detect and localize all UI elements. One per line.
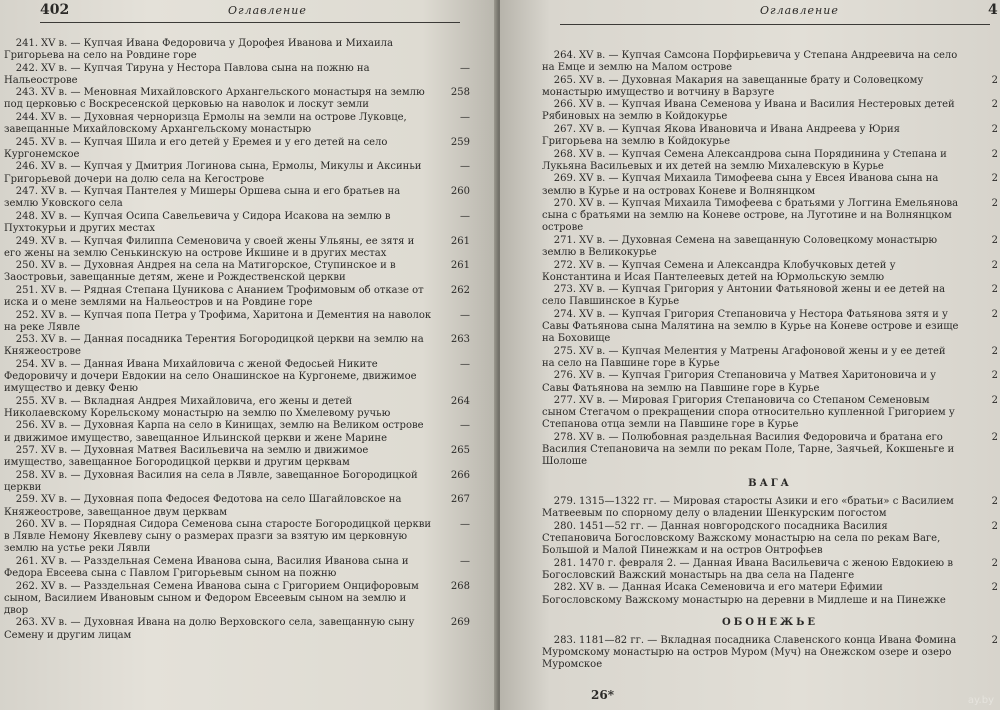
entry-number: 273. [553, 284, 576, 296]
entry-number: 250. [15, 260, 38, 272]
entry-title: XV в. — Купчая Шила и его детей у Еремея и у его детей на село Кургонемское [4, 136, 388, 160]
entry-page-number: 261 [450, 260, 470, 272]
toc-entry [4, 445, 470, 469]
entry-page-number: 2 [991, 345, 998, 357]
toc-entry [4, 420, 470, 444]
entry-title: XV в. — Духовная Андрея на села на Матигорское, Ступинское и в Заостровьи, завещанные детям, жене и Рождественской церкви [4, 260, 396, 284]
toc-entry [4, 581, 470, 617]
entry-page-number: — [460, 210, 470, 222]
entry-page-number: 2 [991, 520, 998, 532]
entry-page-number: 260 [450, 186, 470, 198]
entry-title: XV в. — Купчая Осипа Савельевича у Сидора Исакова на землю в Пухтокурьи и других местах [4, 210, 391, 234]
toc-entry [542, 558, 998, 582]
entry-title: XV в. — Купчая попа Петра у Трофима, Харитона и Дементия на наволок на реке Лявле [4, 309, 432, 333]
toc-entry [542, 496, 998, 520]
entry-page-number: 266 [450, 469, 470, 481]
entry-title: XV в. — Полюбовная раздельная Василия Федоровича и братана его Василия Степановича на земли по рекам Поле, Тарне, Заячьей, Кокшеньге и Шолоше [542, 431, 955, 468]
entry-page-number: 268 [450, 580, 470, 592]
toc-entry [4, 63, 470, 87]
entry-title: XV в. — Духовная черноризца Ермолы на земли на острове Луковце, завещанные Михайловскому Архангельскому монастырю [4, 112, 407, 136]
entry-page-number: 2 [991, 308, 998, 320]
section-heading-oboneje: ОБОНЕЖЬЕ [721, 616, 819, 628]
entry-number: 268. [553, 148, 576, 160]
entry-page-number: 2 [991, 148, 998, 160]
entry-title: XV в. — Рядная Степана Цуникова с Ананием Трофимовым об отказе от иска и о мене землями на Нальеостров и на Ровдине горе [4, 284, 424, 308]
entry-title: XV в. — Духовная Ивана на долю Верховского села, завещанную сыну Семену и другим лицам [4, 617, 415, 641]
toc-entry [4, 396, 470, 420]
entry-title: XV в. — Данная Исака Семеновича и его матери Ефимии Богословскому Важскому монастырю на деревни в Мидлеше и на Пинежке [542, 582, 946, 606]
entry-page-number: 2 [991, 173, 998, 185]
entry-page-number: 269 [450, 617, 470, 629]
toc-entry [4, 556, 470, 580]
entry-number: 241. [15, 38, 38, 49]
entry-page-number: 2 [991, 234, 998, 246]
entry-number: 244. [15, 112, 38, 124]
toc-entry [4, 310, 470, 334]
entry-number: 261. [15, 555, 38, 567]
entry-number: 254. [15, 358, 38, 370]
entry-title: XV в. — Купчая Григория у Антонии Фатьяновой жены и ее детей на село Павшинское в Курье [542, 284, 946, 308]
right-page [500, 0, 1000, 710]
entry-title: XV в. — Мировая Григория Степановича со Степаном Семеновым сыном Стегачом о прекращении спора относительно купленной Григорием у Степанова отца земли на Павшине горе в Курье [542, 395, 955, 431]
entry-number: 258. [15, 469, 38, 481]
entry-title: XV в. — Купчая Ивана Семенова у Ивана и Василия Нестеровых детей Рябиновых на землю в Койдокурье [542, 99, 955, 123]
toc-entry [4, 137, 470, 161]
toc-entry [4, 285, 470, 309]
entry-number: 279. [553, 496, 576, 508]
entry-title: XV в. — Купчая Михаила Тимофеева с братьями у Логгина Емельянова сына с братьями на землю на Коневе острове, на Луготине и на Волнянцком острове [542, 198, 959, 234]
toc-entry [4, 211, 470, 235]
entry-title: XV в. — Данная Ивана Михайловича с женой Федосьей Никите Федоровичу и дочери Евдокии на село Онашинское на Кургонеме, движимое имущество и девку Феню [4, 358, 417, 395]
entry-title: XV в. — Разздельная Семена Иванова сына с Григорием Онцифоровым сыном, Василием Ивановым сыном и Федором Евсеевым сыном на землю и двор [4, 580, 419, 616]
entry-page-number: 2 [991, 582, 998, 594]
section-heading-vaga: ВАГА [748, 478, 792, 490]
entry-title: XV в. — Духовная Матвея Васильевича на землю и движимое имущество, завещанное Богородицкой церкви и другим церквам [4, 445, 369, 469]
entry-number: 265. [553, 74, 576, 86]
entry-number: 260. [15, 519, 38, 531]
entry-number: 262. [15, 580, 38, 592]
entry-number: 278. [553, 431, 576, 443]
entry-number: 281. [553, 557, 576, 569]
entry-number: 256. [15, 420, 38, 432]
toc-entry [542, 370, 998, 394]
entry-number: 276. [553, 370, 576, 382]
entry-number: 255. [15, 395, 38, 407]
entry-page-number: 2 [991, 370, 998, 382]
entry-number: 251. [15, 284, 38, 296]
entry-title: XV в. — Купчая Якова Ивановича и Ивана Андреева у Юрия Григорьева на землю в Койдокурье [542, 124, 900, 148]
entry-page-number: — [460, 112, 470, 124]
toc-entry [542, 173, 998, 197]
toc-entry [542, 198, 998, 234]
entry-title: XV в. — Данная посадника Терентия Богородицкой церкви на землю на Княжеострове [4, 334, 424, 358]
entry-title: XV в. — Купчая Семена и Александра Клобучковых детей у Константина и Исая Пантелеевых детей на Юрмольскую землю [542, 259, 896, 283]
entry-title: XV в. — Меновная Михайловского Архангельского монастыря на землю под церковью с Воскресенской церковью на наволок и лоскут земли [4, 87, 425, 111]
toc-entry [542, 75, 998, 99]
entry-title: XV в. — Купчая Григория Степановича у Нестора Фатьянова зятя и у Савы Фатьянова сына Малятина на землю в Курье на Коневе острове и езище на Боховище [542, 308, 959, 345]
toc-entry [542, 635, 998, 671]
entry-page-number: 267 [450, 494, 470, 506]
right-entry-list [542, 50, 998, 672]
left-page [0, 0, 497, 710]
toc-entry [4, 617, 470, 641]
entry-number: 264. [553, 50, 576, 61]
entry-number: 263. [15, 617, 38, 629]
left-page-number: 402 [40, 2, 70, 18]
entry-title: 1470 г. февраля 2. — Данная Ивана Васильевича с женою Евдокиею в Богословский Важский монастырь на два села на Паденге [542, 557, 953, 581]
entry-number: 280. [553, 520, 576, 532]
entry-number: 274. [553, 308, 576, 320]
entry-title: XV в. — Купчая у Дмитрия Логинова сына, Ермолы, Микулы и Аксиньи Григорьевой дочери на долю села на Кегострове [4, 161, 422, 185]
left-entry-list [4, 38, 470, 642]
toc-entry [542, 235, 998, 259]
entry-page-number: 261 [450, 235, 470, 247]
entry-number: 269. [553, 173, 576, 185]
entry-page-number: 259 [450, 136, 470, 148]
entry-page-number: — [460, 309, 470, 321]
toc-entry [4, 470, 470, 494]
toc-entry [4, 112, 470, 136]
entry-page-number: 2 [991, 634, 998, 646]
entry-number: 266. [553, 99, 576, 111]
entry-number: 242. [15, 62, 38, 74]
entry-number: 247. [15, 186, 38, 198]
entry-title: 1315—1322 гг. — Мировая старосты Азики и его «братьи» с Василием Матвеевым по спорному делу о владении Шенкурским погостом [542, 496, 954, 520]
entry-page-number: 264 [450, 395, 470, 407]
toc-entry [4, 186, 470, 210]
entry-page-number: 2 [991, 431, 998, 443]
toc-entry [542, 521, 998, 557]
entry-page-number: 258 [450, 87, 470, 99]
entry-number: 257. [15, 445, 38, 457]
entry-page-number: — [460, 161, 470, 173]
toc-entry [4, 87, 470, 111]
entry-title: XV в. — Духовная Карпа на село в Кинищах, землю на Великом острове и движимое имущество, завещанное Ильинской церкви и жене Марине [4, 420, 424, 444]
toc-entry [4, 260, 470, 284]
toc-entry [542, 284, 998, 308]
entry-title: XV в. — Духовная попа Федосея Федотова на село Шагайловское на Княжеострове, завещанное двум церквам [4, 494, 402, 518]
left-header-rule [40, 22, 460, 23]
right-header-rule [560, 24, 990, 25]
toc-entry [4, 519, 470, 555]
entry-number: 243. [15, 87, 38, 99]
toc-entry [4, 38, 470, 62]
entry-title: XV в. — Купчая Пантелея у Мишеры Оршева сына и его братьев на землю Уковского села [4, 186, 401, 210]
toc-entry [542, 260, 998, 284]
toc-entry [542, 149, 998, 173]
entry-page-number: 265 [450, 445, 470, 457]
entry-number: 246. [15, 161, 38, 173]
entry-page-number: 2 [991, 496, 998, 508]
entry-title: XV в. — Купчая Тируна у Нестора Павлова сына на пожню на Нальеострове [4, 62, 370, 86]
toc-entry [542, 395, 998, 431]
entry-page-number: 263 [450, 334, 470, 346]
entry-page-number: — [460, 358, 470, 370]
entry-number: 252. [15, 309, 38, 321]
entry-page-number: 2 [991, 395, 998, 407]
toc-entry [542, 99, 998, 123]
entry-number: 253. [15, 334, 38, 346]
entry-number: 283. [553, 634, 576, 646]
toc-entry [4, 161, 470, 185]
entry-page-number: — [460, 519, 470, 531]
signature-mark: 26* [591, 688, 614, 702]
entry-title: XV в. — Разздельная Семена Иванова сына, Василия Иванова сына и Федора Евсеева сына с Павлом Григорьевым сыном на пожню [4, 555, 409, 580]
toc-entry [4, 334, 470, 358]
entry-title: XV в. — Купчая Семена Александрова сына Порядинина у Степана и Лукьяна Васильевых и их детей на землю Михалевскую в Курье [542, 148, 947, 172]
toc-entry [4, 494, 470, 518]
right-running-head: Оглавление [760, 4, 839, 17]
toc-entry [4, 359, 470, 395]
entry-title: XV в. — Купчая Филиппа Семеновича у своей жены Ульяны, ее зятя и его жены на землю Сенькинскую на острове Икшине и в других местах [4, 235, 415, 259]
entry-title: XV в. — Порядная Сидора Семенова сына старосте Богородицкой церкви в Лявле Немону Якевлеву сыну о размерах празги за взятую им церковную землю на устье реки Лявли [4, 519, 431, 555]
entry-number: 275. [553, 345, 576, 357]
entry-title: XV в. — Купчая Ивана Федоровича у Дорофея Иванова и Михаила Григорьева на село на Ровдине горе [4, 38, 393, 62]
entry-page-number: — [460, 420, 470, 432]
entry-page-number: 2 [991, 557, 998, 569]
toc-entry [542, 50, 998, 74]
toc-entry [542, 432, 998, 468]
entry-title: XV в. — Духовная Василия на села в Лявле, завещанное Богородицкой церкви [4, 469, 418, 493]
toc-entry [4, 236, 470, 260]
entry-page-number: — [460, 555, 470, 567]
entry-page-number: 262 [450, 284, 470, 296]
left-running-head: Оглавление [228, 4, 307, 17]
entry-page-number: 2 [991, 74, 998, 86]
entry-number: 249. [15, 235, 38, 247]
toc-entry [542, 582, 998, 606]
entry-title: 1451—52 гг. — Данная новгородского посадника Василия Степановича Богословскому Важскому монастырю на села по рекам Ваге, Большой и Малой Пинежкам и на остров Онтрофьев [542, 520, 941, 557]
right-page-number: 4 [988, 2, 998, 18]
entry-title: XV в. — Духовная Макария на завещанные брату и Соловецкому монастырю имущество и вотчину в Варзуге [542, 74, 924, 98]
entry-title: XV в. — Купчая Михаила Тимофеева сына у Евсея Иванова сына на землю в Курье и на островах Коневе и Волнянцком [542, 173, 939, 197]
toc-entry [542, 309, 998, 345]
toc-entry [542, 124, 998, 148]
entry-title: XV в. — Купчая Мелентия у Матрены Агафоновой жены и у ее детей на село на Павшине горе в Курье [542, 345, 946, 369]
entry-page-number: — [460, 62, 470, 74]
entry-page-number: 2 [991, 284, 998, 296]
entry-page-number: 2 [991, 99, 998, 111]
entry-page-number: 2 [991, 124, 998, 136]
entry-number: 270. [553, 198, 576, 210]
entry-number: 267. [553, 124, 576, 136]
entry-number: 259. [15, 494, 38, 506]
entry-title: XV в. — Купчая Григория Степановича у Матвея Харитоновича и у Савы Фатьянова на землю на Павшине горе в Курье [542, 370, 936, 394]
toc-entry [542, 346, 998, 370]
watermark: ay.by [967, 695, 994, 706]
entry-number: 248. [15, 210, 38, 222]
entry-page-number: 2 [991, 259, 998, 271]
entry-number: 272. [553, 259, 576, 271]
entry-title: XV в. — Купчая Самсона Порфирьевича у Степана Андреевича на село на Емце и землю на Малом острове [542, 50, 958, 74]
entry-number: 271. [553, 234, 576, 246]
entry-title: XV в. — Вкладная Андрея Михайловича, его жены и детей Николаевскому Корельскому монастырю на землю по Хмелевому ручью [4, 395, 391, 419]
entry-number: 282. [553, 582, 576, 594]
entry-title: 1181—82 гг. — Вкладная посадника Славенского конца Ивана Фомина Муромскому монастырю на остров Муром (Муч) на Онежском озере и озеро Муромское [542, 634, 957, 670]
entry-number: 245. [15, 136, 38, 148]
entry-number: 277. [553, 395, 576, 407]
entry-title: XV в. — Духовная Семена на завещанную Соловецкому монастырю землю в Великокурье [542, 234, 938, 258]
entry-page-number: 2 [991, 198, 998, 210]
